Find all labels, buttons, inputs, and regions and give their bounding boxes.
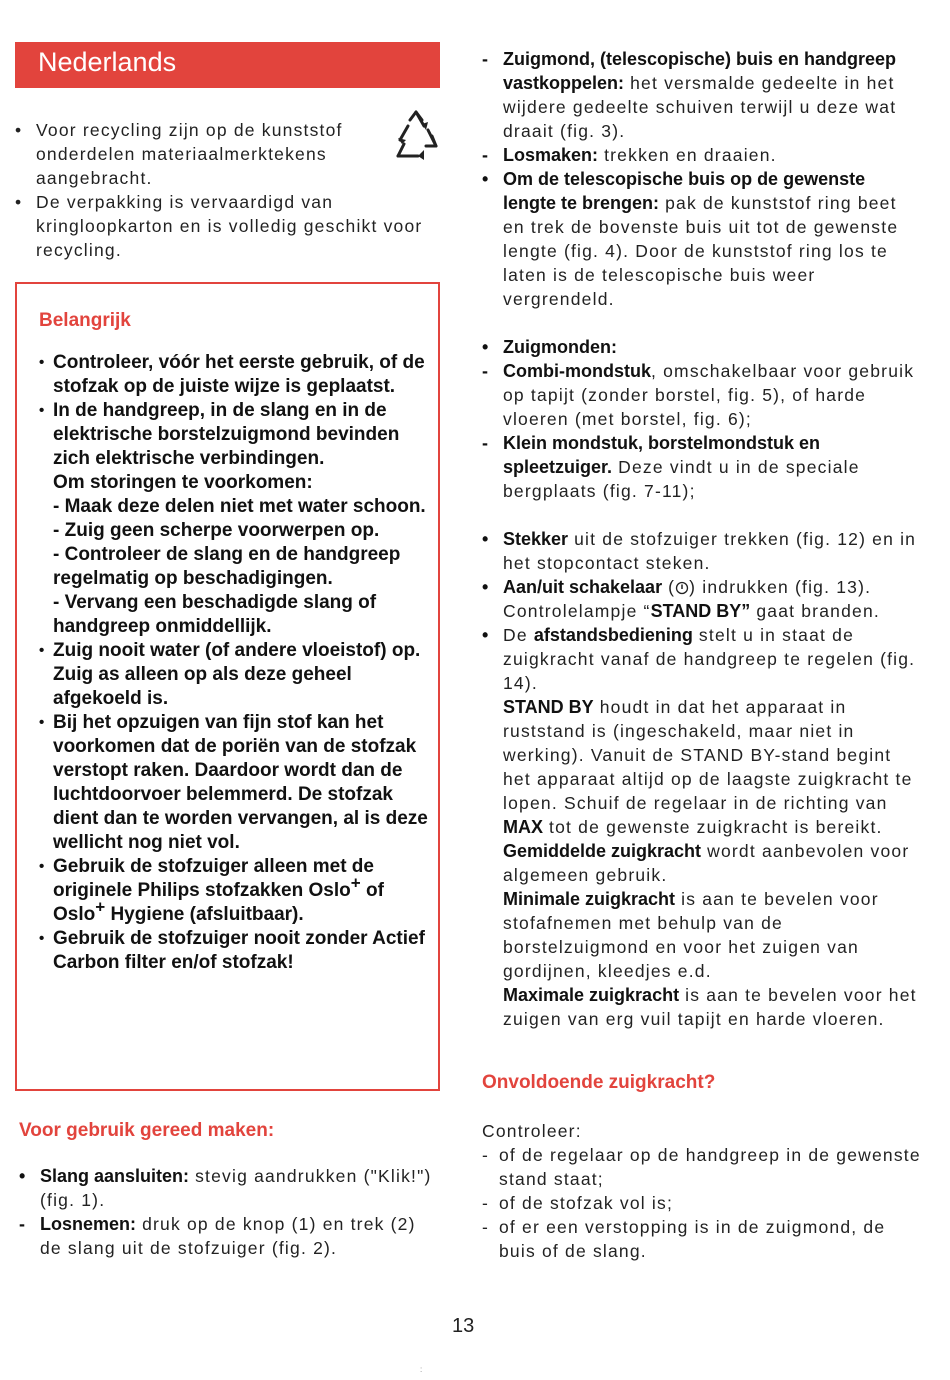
- nozzle-item: - Combi-mondstuk, omschakelbaar voor gebruik op tapijt (zonder borstel, fig. 5), of harde vloeren (met borstel, fig. 6);: [482, 361, 915, 429]
- prep-section: [19, 1120, 434, 1260]
- operation-item: • Aan/uit schakelaar ( ) indrukken (fig. 13). Controlelampje “STAND BY” gaat branden.: [482, 577, 880, 621]
- recycle-icon: [388, 108, 444, 164]
- suction-paragraph: Maximale zuigkracht is aan te bevelen voor het zuigen van erg vuil tapijt en harde vloeren.: [503, 985, 917, 1029]
- operation-item: • Stekker uit de stofzuiger trekken (fig. 12) en in het stopcontact steken.: [482, 529, 917, 573]
- important-bullet: • Zuig nooit water (of andere vloeistof) op. Zuig as alleen op als deze geheel afgekoeld is.: [39, 640, 421, 709]
- page-number: 13: [452, 1315, 475, 1337]
- trouble-item: - of de stofzak vol is;: [482, 1193, 674, 1213]
- important-bullet: • Gebruik de stofzuiger alleen met de originele Philips stofzakken Oslo+ of Oslo+ Hygiene (afsluitbaar).: [39, 856, 384, 925]
- intro-bullet: • Voor recycling zijn op de kunststof onderdelen materiaalmerktekens aangebracht.: [15, 120, 343, 188]
- assembly-item: - Losmaken: trekken en draaien.: [482, 145, 777, 165]
- important-bullet: • Gebruik de stofzuiger nooit zonder Actief Carbon filter en/of stofzak!: [39, 928, 425, 973]
- nozzle-item: - Klein mondstuk, borstelmondstuk en spleetzuiger. Deze vindt u in de speciale bergplaats (fig. 7-11);: [482, 433, 860, 501]
- trouble-item: - of de regelaar op de handgreep in de gewenste stand staat;: [482, 1145, 921, 1189]
- prep-item: • Slang aansluiten: stevig aandrukken ("Klik!") (fig. 1).: [19, 1166, 432, 1210]
- important-subitem: - Maak deze delen niet met water schoon.: [53, 496, 426, 517]
- operation-item: • De afstandsbediening stelt u in staat de zuigkracht vanaf de handgreep te regelen (fig. 14).: [482, 625, 916, 693]
- intro-section: [15, 118, 423, 262]
- important-subitem: - Zuig geen scherpe voorwerpen op.: [53, 520, 380, 541]
- important-bullet: • Bij het opzuigen van fijn stof kan het voorkomen dat de poriën van de stofzak verstopt raken. Daardoor wordt dan de luchtdoorvoer belemmerd. De stofzak dient dan te worden vervangen, al is deze wellicht nog niet vol.: [39, 712, 428, 853]
- important-bullet: • Controleer, vóór het eerste gebruik, of de stofzak op de juiste wijze is geplaatst.: [39, 352, 425, 397]
- assembly-item: • Om de telescopische buis op de gewenste lengte te brengen: pak de kunststof ring beet en trek de bovenste buis uit tot de gewenste lengte (fig. 4). Door de kunststof ring los te laten is de telescopische buis weer vergrendeld.: [482, 169, 899, 309]
- prep-title: Voor gebruik gereed maken:: [19, 1120, 275, 1141]
- trouble-item: - of er een verstopping is in de zuigmond, de buis of de slang.: [482, 1217, 886, 1261]
- nozzles-heading: • Zuigmonden:: [482, 337, 617, 357]
- trouble-intro: Controleer:: [482, 1121, 582, 1141]
- trouble-title: Onvoldoende zuigkracht?: [482, 1072, 716, 1093]
- important-title: Belangrijk: [39, 310, 131, 331]
- standby-paragraph: STAND BY houdt in dat het apparaat in ruststand is (ingeschakeld, maar niet in werking). Vanuit de STAND BY-stand begint het apparaat altijd op de laagste zuigkracht te lopen. Schuif de regelaar in de richting van MAX tot de gewenste zuigkracht is bereikt.: [503, 697, 913, 837]
- trouble-section: [482, 1072, 922, 1263]
- right-column: [482, 47, 922, 1031]
- suction-paragraph: Minimale zuigkracht is aan te bevelen voor stofafnemen met behulp van de borstelzuigmond en voor het zuigen van gordijnen, kleedjes e.d.: [503, 889, 879, 981]
- important-subitem: - Controleer de slang en de handgreep regelmatig op beschadigingen.: [53, 544, 401, 589]
- important-content: [39, 310, 431, 975]
- intro-bullet: • De verpakking is vervaardigd van kringloopkarton en is volledig geschikt voor recycling.: [15, 192, 423, 260]
- important-subheading: Om storingen te voorkomen:: [53, 472, 313, 493]
- suction-paragraph: Gemiddelde zuigkracht wordt aanbevolen voor algemeen gebruik.: [503, 841, 910, 885]
- important-subitem: - Vervang een beschadigde slang of handgreep onmiddellijk.: [53, 592, 377, 637]
- important-bullet: • In de handgreep, in de slang en in de elektrische borstelzuigmond bevinden zich elektrische verbindingen.: [39, 400, 400, 469]
- footer-mark: :: [420, 1365, 423, 1374]
- assembly-item: - Zuigmond, (telescopische) buis en handgreep vastkoppelen: het versmalde gedeelte in het wijdere gedeelte schuiven terwijl u deze wat draait (fig. 3).: [482, 49, 897, 141]
- language-title: Nederlands: [38, 47, 177, 77]
- language-header: [15, 42, 440, 88]
- power-icon: [675, 581, 689, 595]
- prep-item: - Losnemen: druk op de knop (1) en trek (2) de slang uit de stofzuiger (fig. 2).: [19, 1214, 416, 1258]
